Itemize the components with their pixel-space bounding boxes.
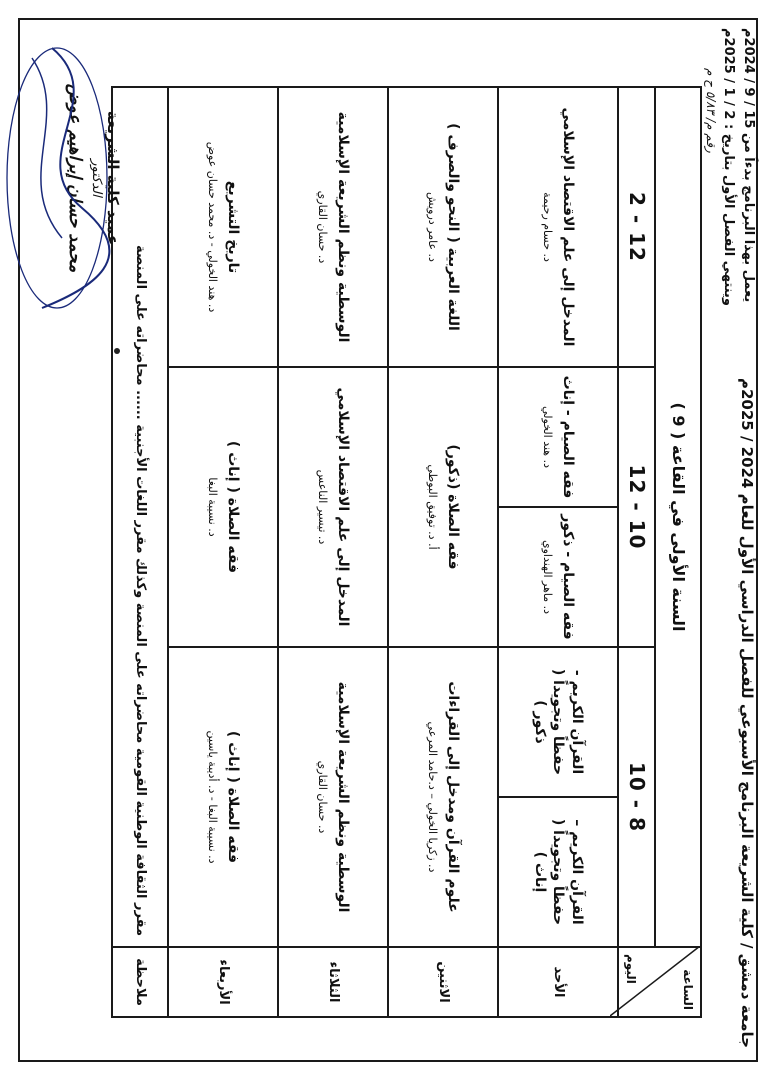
course-name: المدخل إلى علم الاقتصاد الإسلامي [559, 107, 576, 347]
course-name: فقه الصلاة ( إناث ) [224, 730, 241, 864]
course-name: فقه الصيام - ذكور [559, 514, 576, 640]
course-name: اللغة العربية ( النحو والصرف ) [444, 123, 461, 331]
professor-name: د. حسان القاري [315, 760, 329, 834]
professor-name: د. هند الخولي - د. محمد حسان عوض [205, 141, 219, 313]
start-date-note: يعمل بهذا البرنامج بدءاً من 15 / 9 / 2024م [741, 28, 756, 303]
tuesday-period3 [278, 87, 388, 367]
course-name: القرآن الكريم – حفظاً وتجويداً ( إناث ) [531, 818, 586, 926]
signature-name: محمد حسان إبراهيم عوض [65, 83, 85, 273]
course-name: علوم القرآن ومدخل إلى القراءات [444, 681, 461, 913]
professor-name: د. حسام رحيمة [540, 192, 554, 262]
day-tuesday: الثلاثاء [278, 947, 388, 1017]
sunday-period3 [498, 87, 618, 367]
ink-dot [114, 348, 120, 354]
professor-name: د. حسان القاري [315, 190, 329, 264]
monday-period2 [388, 367, 498, 647]
professor-name: د. نسيبة البغا [205, 477, 219, 537]
signature-title: عميد كلية الشريعة [104, 110, 122, 246]
sunday-period2-males [498, 507, 618, 647]
wednesday-period1 [168, 647, 278, 947]
corner-header-cell [618, 947, 701, 1017]
signature-scribble-icon [2, 38, 132, 318]
course-name: فقه الصلاة ( إناث ) [224, 440, 241, 574]
handwritten-reference: رقم م/ ٥/٨٣ ح م [704, 68, 718, 153]
course-name: المدخل إلى علم الاقتصاد الإسلامي [334, 387, 351, 627]
monday-period3 [388, 87, 498, 367]
weekly-schedule-table [111, 86, 702, 1018]
tuesday-period2 [278, 367, 388, 647]
day-wednesday: الأربعاء [168, 947, 278, 1017]
rotated-document [4, 18, 764, 1058]
note-text: مقرر الثقافة الوطنية القومية محاضراته على المنصة وكذلك مقرر اللغات الأجنبية ...... محاضراته على المنصة [112, 87, 168, 947]
wednesday-period2 [168, 367, 278, 647]
signature-rank: الدكتور [89, 159, 104, 197]
period-3-header: 12 - 2 [618, 87, 655, 367]
dean-signature-block [12, 28, 122, 328]
document-header [700, 28, 760, 1048]
corner-hour-label: الساعة [681, 969, 695, 1010]
course-name: تاريخ التشريع [224, 180, 241, 274]
professor-name: د. ماهر الهنداوي [540, 539, 554, 615]
professor-name: د. عامر درويش [425, 192, 439, 262]
course-name: فقه الصلاة (ذكور) [444, 444, 461, 570]
end-date-note: وينتهي الفصل الأول بتاريخ : 2 / 1 / 2025م [721, 28, 736, 306]
sunday-period2-females [498, 367, 618, 507]
section-title: السنة الأولى في القاعة ( 9 ) [655, 87, 701, 947]
professor-name: د. زكريا الخولي – د.حامد المرعي [425, 721, 439, 873]
sunday-period1-females [498, 797, 618, 947]
document-title: جامعة دمشق / كلية الشريعة البرنامج الأسبوعي للفصل الدراسي الأول للعام 2024 / 2025م [738, 377, 756, 1048]
course-name: الوسطية ونظم الشريعة الإسلامية [334, 681, 351, 913]
sunday-period1-males [498, 647, 618, 797]
course-name: فقه الصيام - إناث [559, 375, 576, 499]
professor-name: د. هند الخولي [540, 406, 554, 468]
period-1-header: 8 - 10 [618, 647, 655, 947]
day-monday: الاثنين [388, 947, 498, 1017]
wednesday-period3 [168, 87, 278, 367]
course-name: الوسطية ونظم الشريعة الإسلامية [334, 111, 351, 343]
period-2-header: 10 - 12 [618, 367, 655, 647]
day-sunday: الأحد [498, 947, 618, 1017]
professor-name: أ. د. توفيق البوطي [425, 464, 439, 550]
professor-name: د. تيسير الناعس [315, 469, 329, 545]
monday-period1 [388, 647, 498, 947]
tuesday-period1 [278, 647, 388, 947]
professor-name: د. نسيبة البغا - د. أديبة ياسين [205, 730, 219, 864]
note-label: ملاحظة [112, 947, 168, 1017]
course-name: القرآن الكريم - حفظاً وتجويداً ( ذكور ) [531, 668, 586, 776]
corner-day-label: اليوم [624, 954, 639, 984]
